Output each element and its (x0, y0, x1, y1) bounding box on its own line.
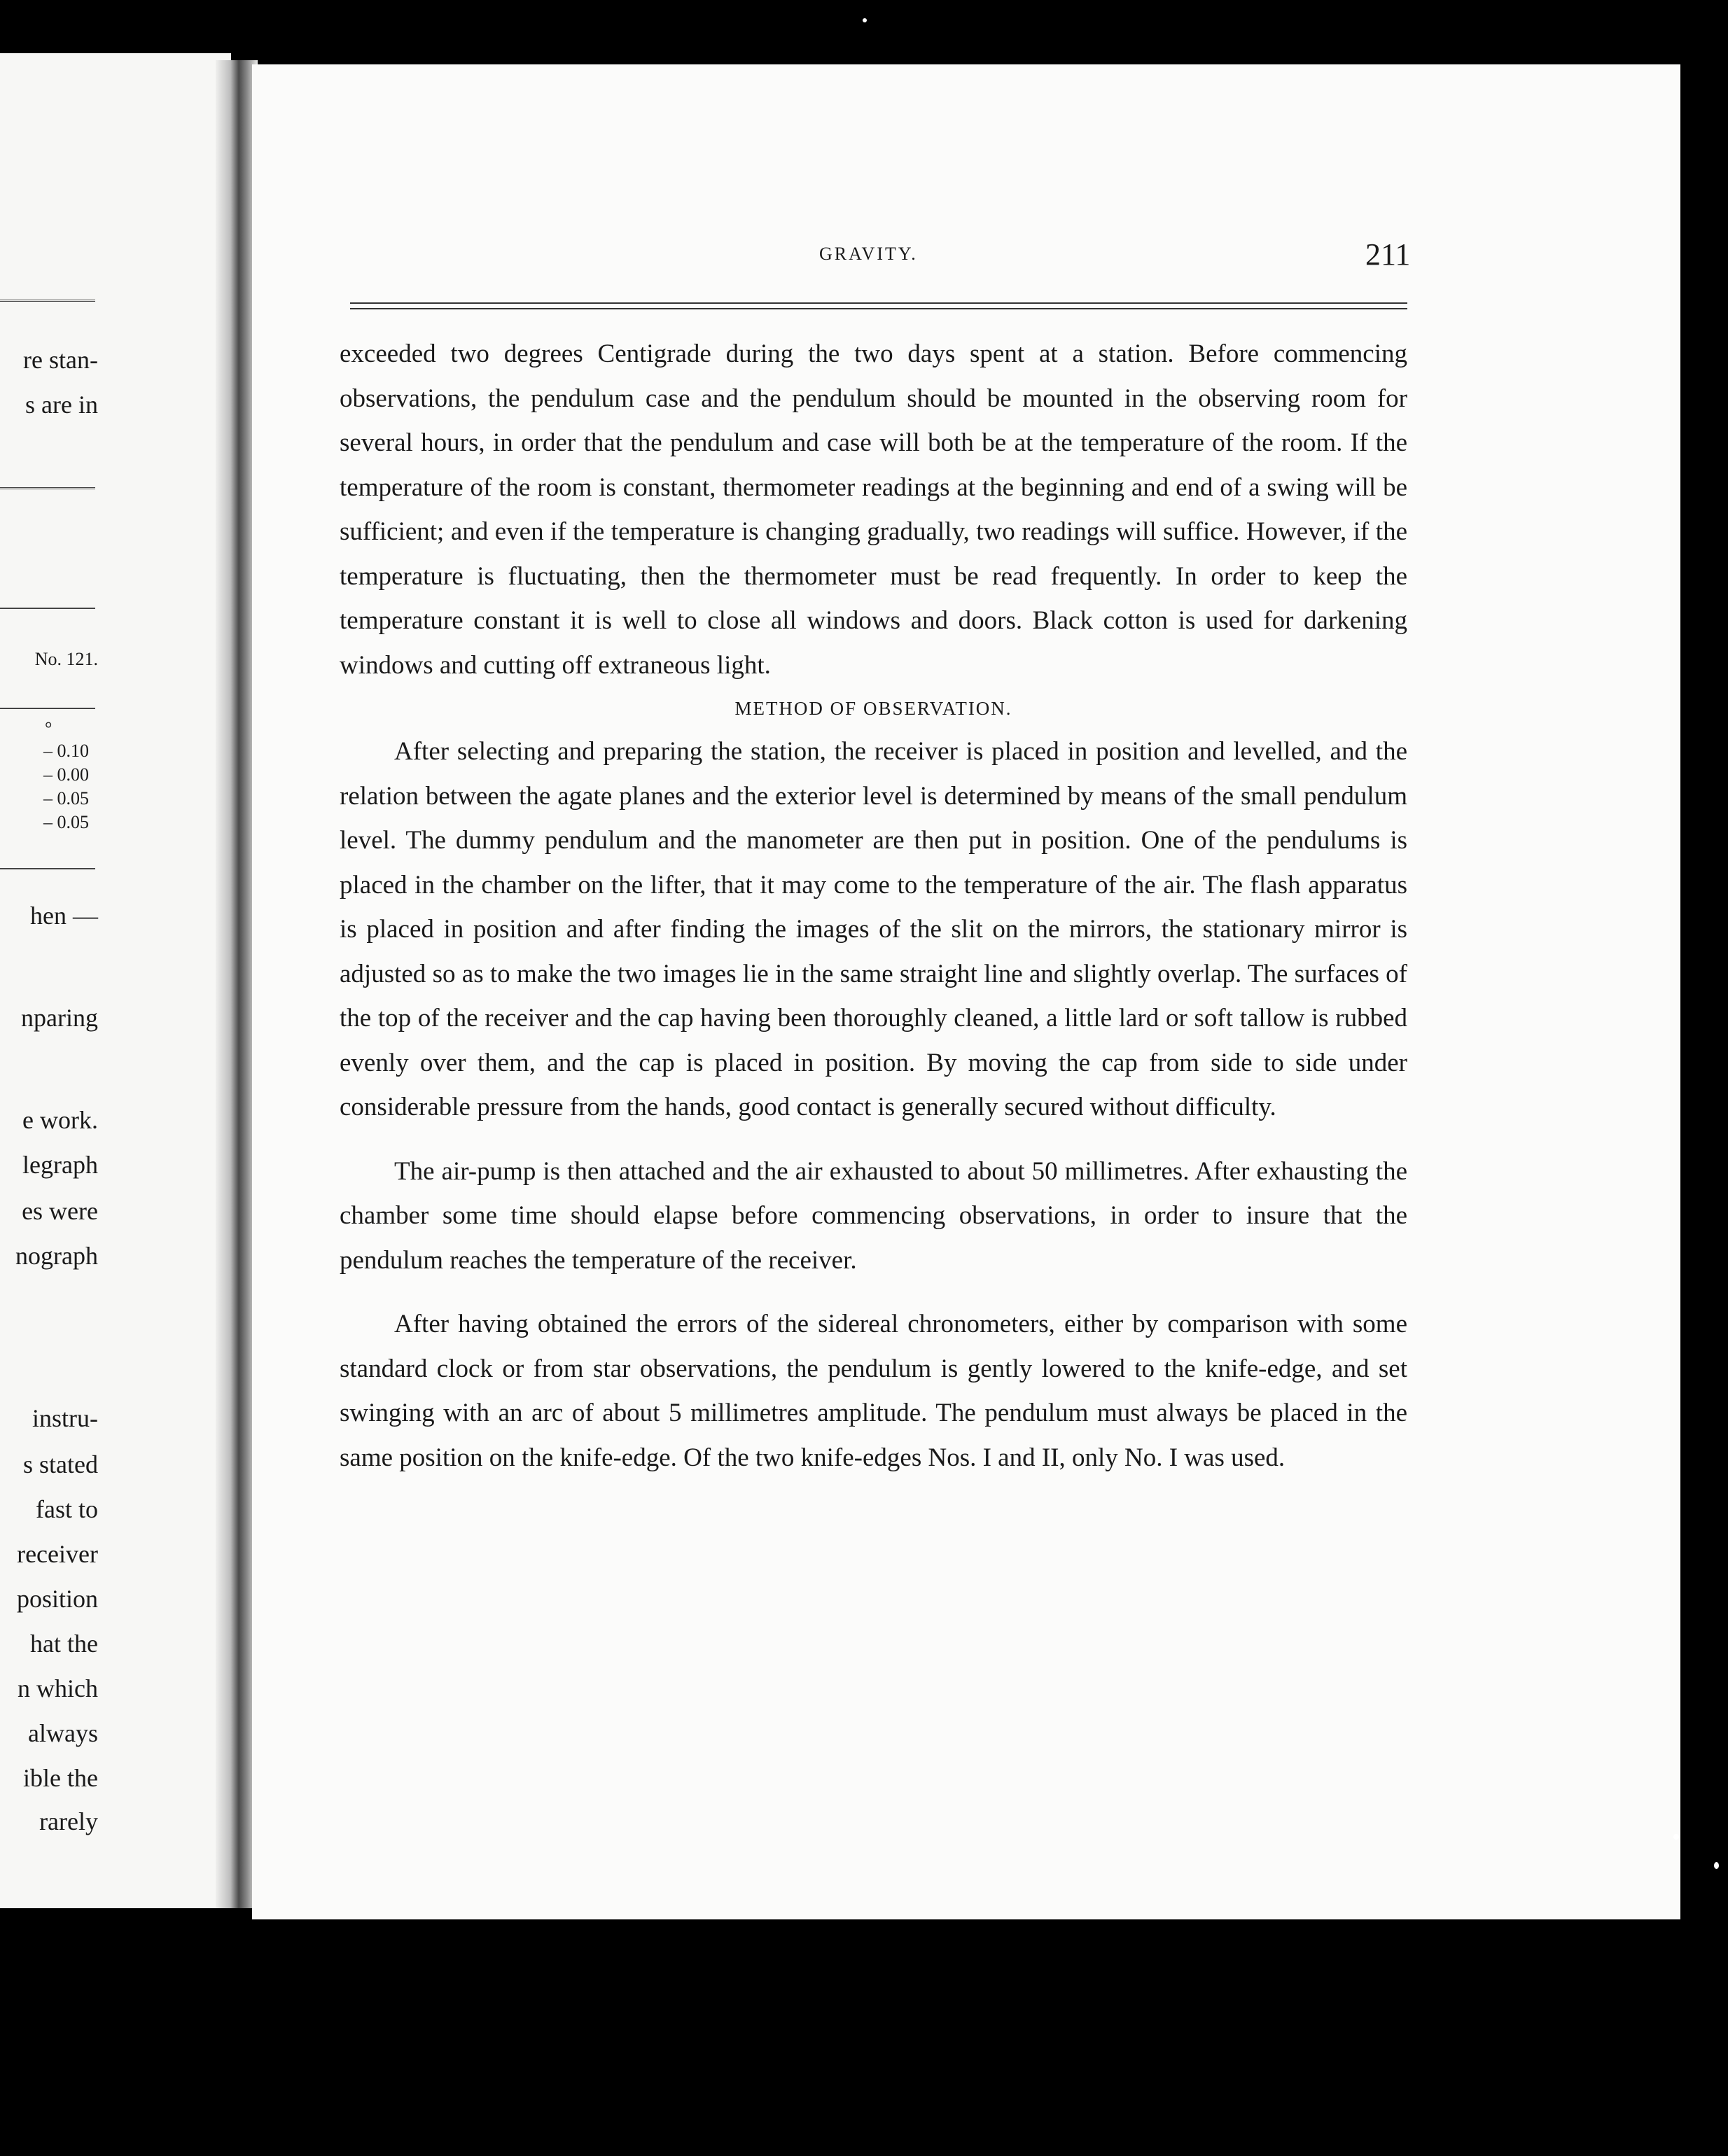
scan-speck (1673, 1834, 1679, 1840)
book-gutter (216, 60, 258, 1908)
left-fragment: rarely (39, 1807, 98, 1835)
left-fragment: s stated (23, 1450, 98, 1478)
left-rule (0, 868, 95, 869)
body-paragraph: The air-pump is then attached and the air exhausted to about 50 millimetres. After exhausting the chamber some time should elapse before commencing observations, in order to insure that the pendulum reaches the temperature of the receiver. (340, 1156, 1407, 1275)
header-rule (350, 302, 1407, 309)
scan-speck (1714, 1862, 1719, 1869)
left-fragment: No. 121. (34, 649, 98, 669)
left-header-rule (0, 300, 95, 304)
left-fragment: position (16, 1585, 98, 1613)
left-fragment: e work. (22, 1106, 98, 1134)
left-fragment: ible the (23, 1764, 98, 1792)
left-facing-page (0, 53, 231, 1908)
left-fragment: hat the (30, 1630, 98, 1658)
left-value: – 0.10 (43, 741, 89, 761)
left-fragment: n which (18, 1674, 98, 1702)
page-body (340, 332, 1407, 1480)
left-rule (0, 708, 95, 709)
left-value: – 0.05 (43, 812, 89, 832)
left-fragment: receiver (17, 1540, 98, 1568)
body-paragraph: After selecting and preparing the station, the receiver is placed in position and levelled, and the relation between the agate planes and the exterior level is determined by means of the small pendulum level. The dummy pendulum and the manometer are then put in position. One of the pendulums is placed in the chamber on the lifter, that it may come to the temperature of the air. The flash apparatus is placed in position and after finding the images of the slit on the mirrors, the stationary mirror is adjusted so as to make the two images lie in the same straight line and slightly overlap. The surfaces of the top of the receiver and the cap having been thoroughly cleaned, a little lard or soft tallow is rubbed evenly over them, and the cap is placed in position. By moving the cap from side to side under considerable pressure from the hands, good contact is generally secured without difficulty. (340, 737, 1407, 1121)
left-rule (0, 487, 95, 492)
running-header-title: GRAVITY. (819, 244, 918, 264)
body-paragraph: exceeded two degrees Centigrade during the two days spent at a station. Before commencing observations, the pendulum case and the pendulum should be mounted in the observing room for several hours, in order that the pendulum and case will both be at the temperature of the room. If the temperature of the room is constant, thermometer readings at the beginning and end of a swing will be sufficient; and even if the temperature is changing gradually, two readings will suffice. However, if the temperature is fluctuating, then the thermometer must be read frequently. In order to keep the temperature constant it is well to close all windows and doors. Black cotton is used for darkening windows and cutting off extraneous light. (340, 340, 1407, 680)
left-fragment: s are in (25, 391, 98, 419)
left-rule (0, 608, 95, 609)
book-page (252, 64, 1680, 1919)
left-value: – 0.05 (43, 788, 89, 808)
left-fragment: instru- (32, 1404, 98, 1432)
left-fragment: legraph (22, 1151, 98, 1179)
scan-speck (863, 18, 867, 22)
body-paragraph: After having obtained the errors of the sidereal chronometers, either by comparison with some standard clock or from star observations, the pendulum is gently lowered to the knife-edge, and set swinging with an arc of about 5 millimetres amplitude. The pendulum must always be placed in the same position on the knife-edge. Of the two knife-edges Nos. I and II, only No. I was used. (340, 1310, 1407, 1472)
left-value: – 0.00 (43, 764, 89, 785)
left-fragment: re stan- (23, 346, 98, 374)
left-fragment: fast to (36, 1495, 98, 1523)
left-fragment: always (28, 1719, 98, 1747)
left-fragment: nograph (15, 1242, 98, 1270)
page-number: 211 (1365, 237, 1411, 272)
left-fragment: hen — (30, 902, 98, 930)
left-fragment: es were (22, 1197, 98, 1225)
left-degree-mark: ° (45, 718, 53, 738)
section-heading: METHOD OF OBSERVATION. (734, 698, 1012, 719)
left-fragment: nparing (21, 1004, 98, 1032)
